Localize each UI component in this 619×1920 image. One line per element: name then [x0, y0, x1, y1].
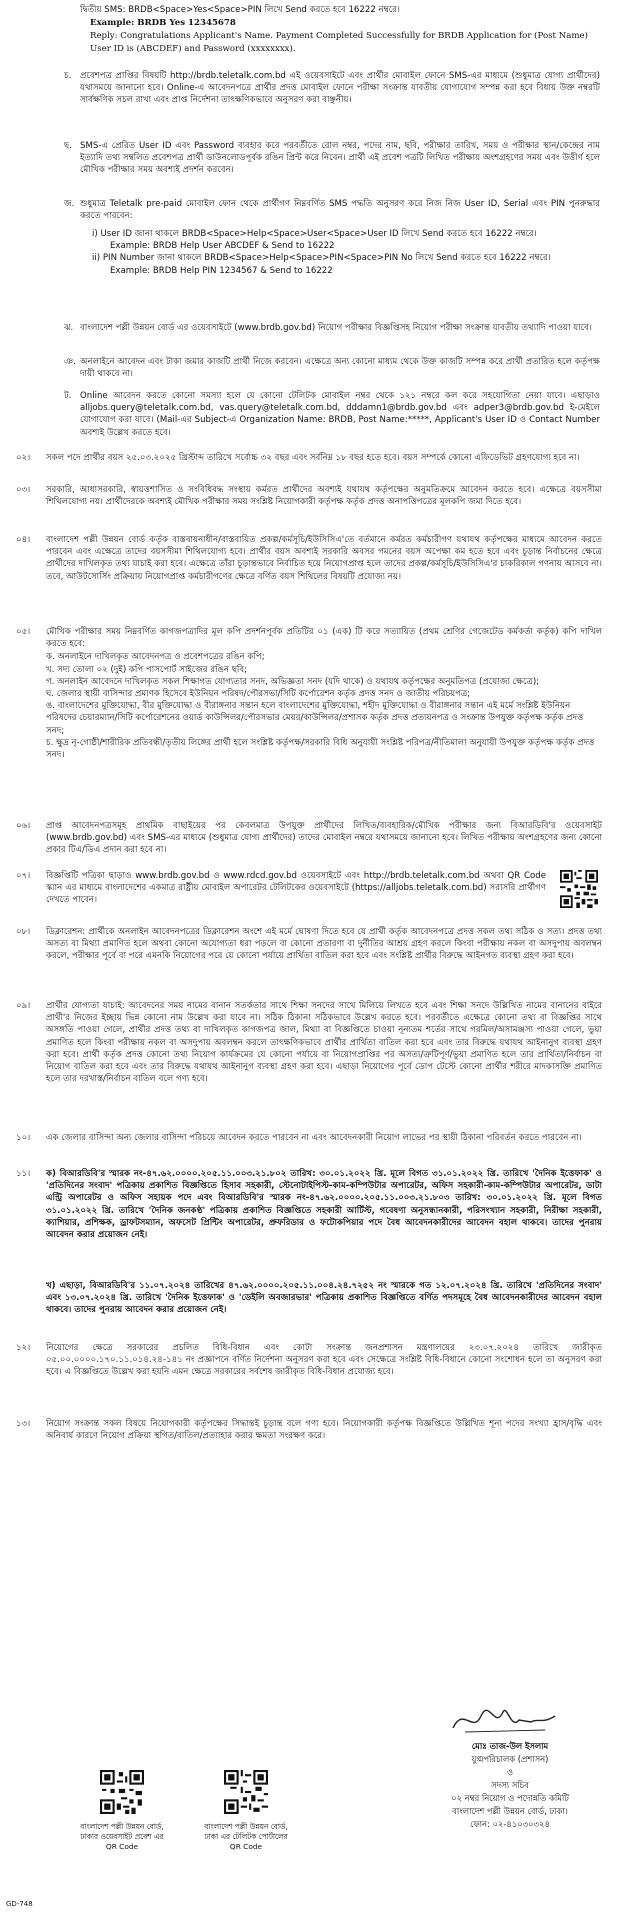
section-04: ০৪। বাংলাদেশ পল্লী উন্নয়ন বোর্ড কর্তৃক বাস্তবায়নাধীন/বাস্তবায়িত প্রকল্প/কর্মসূচি/ইউসিসিএ'তে বর্তমানে কর্মরত কর্মচারীগণ যথাযথ কর্তৃপক্ষের মাধ্যমে আবেদন করতে পারবেন এবং এক্ষেত্রে তাদের বয়সসীমা শিথিলযোগ্য হবে। প্রার্থীর বয়স অবশ্যই সরকারি অবসর গমনের বয়স অপেক্ষা কম হতে হবে এবং চূড়ান্ত নির্বাচনের ক্ষেত্রে প্রার্থীদের দাখিলকৃত তথ্য যাচাই করা হবে। এক্ষেত্রে তাঁরা চূড়ান্তভাবে নির্বাচিত হয়ে নিয়োগপ্রাপ্ত হলে তাদের প্রকল্প/কর্মসূচি/ইউসিসিএ'র চাকরিকাল গণনায় আসবে না। তবে, আউটসোর্সিং প্রক্রিয়ায় নিয়োগপ্রাপ্ত কর্মচারীগণের ক্ষেত্রে বর্ণিত বয়স শিথিলের বিষয়টি প্রযোজ্য নয়।	[16, 535, 602, 582]
recovery-pin: ii) PIN Number জানা থাকলে BRDB<Space>Help<Space>PIN<Space>PIN No লিখে Send করতে হবে 16222 নম্বরে।	[92, 253, 551, 264]
section-13: ১৩। নিয়োগ সংক্রান্ত সকল বিষয়ে নিয়োগকারী কর্তৃপক্ষের সিদ্ধান্তই চূড়ান্ত বলে গণ্য হবে। নিয়োগকারী কর্তৃপক্ষ বিজ্ঞপ্তিতে উল্লিখিত শূন্য পদের সংখ্যা হ্রাস/বৃদ্ধি এবং অনিবার্য কারণে নিয়োগ প্রক্রিয়া স্থগিত/বাতিল/প্রত্যাহার করার ক্ষমতা সংরক্ষণ করে।	[16, 1419, 602, 1442]
qr-caption-right: বাংলাদেশ পল্লী উন্নয়ন বোর্ড, ঢাকা এর টেলিটক পোর্টালের QR Code	[204, 1822, 288, 1851]
item-ja: জ. শুধুমাত্র Teletalk pre-paid মোবাইল ফোন থেকে প্রার্থীগণ নিম্নবর্ণিত SMS পদ্ধতি অনুসরণ করে নিজ নিজ User ID, Serial এবং PIN পুনরুদ্ধার করতে পারবেন:	[64, 199, 600, 222]
qr-code-icon	[224, 1770, 268, 1814]
section-12: ১২। নিয়োগের ক্ষেত্রে সরকারের প্রচলিত বিধি-বিধান এবং কোটা সংক্রান্ত জনপ্রশাসন মন্ত্রণালয়ের ২৩.০৭.২০২৪ তারিখে জারীকৃত ০৫.০০.০০০০.১৭০.১১.০১৪.২৪-১৪১ নং প্রজ্ঞাপনে বর্ণিত নির্দেশনা অনুসরণ করা হবে এবং সেক্ষেত্রে সংশ্লিষ্ট বিধি-বিধানে কোনো সংশোধন হলে তা অনুসরণ করা হবে। এ বিজ্ঞপ্তিতে উল্লেখ করা হয়নি এমন ক্ষেত্রে সরকারের সর্বশেষ জারীকৃত বিধি-বিধান প্রযোজ্য হবে।	[16, 1343, 602, 1378]
sms-example: Example: BRDB Yes 12345678	[90, 18, 236, 29]
signatory-title: যুগ্মপরিচালক (প্রশাসন)	[471, 1754, 549, 1765]
section-09: ০৯। প্রার্থীর যোগ্যতা যাচাই: আবেদনের সময় নামের বানান সতর্কতার সাথে শিক্ষা সনদের সাথে মিলিয়ে লিখতে হবে এবং শিক্ষা সনদে উল্লিখিত নামের বানানের বাইরে প্রার্থী'র নিজের ইচ্ছায় ভিন্ন কোনো নাম উল্লেখ করা যাবে না। সঠিক ঠিকানা সঠিকভাবে উল্লেখ করতে হবে। পরবর্তীতে এক্ষেত্রে কোনো তথ্য বা বিজ্ঞপ্তির সাথে অসঙ্গতি পাওয়া গেলে, প্রার্থীর প্রদত্ত তথ্য বা দাখিলকৃত কাগজপত্র জাল, মিথ্যা বা বিজ্ঞপ্তিতে চাওয়া নূন্যতম শর্তের সাথে গরমিল/অসামঞ্জস্য পাওয়া গেলে, ভুয়া প্রমাণিত হলে কিংবা পরীক্ষায় নকল বা অসদুপায় অবলম্বন করলে তাৎক্ষণিকভাবে প্রার্থীর প্রার্থিতা বাতিল করা হবে এবং তার বিরুদ্ধে যথাযথ আইনানুগ ব্যবস্থা গ্রহণ করা হবে। প্রার্থী কর্তৃক প্রদত্ত কোনো তথ্য নিয়োগ কার্যক্রমের যে কোনো পর্যায়ে বা নিয়োগপ্রাপ্তির পর অসত্য/ত্রুটিপূর্ণ/ভুয়া প্রমাণিত হলে তার প্রার্থিতা/নির্বাচন বা নিয়োগ বাতিল করা হবে এবং তার বিরুদ্ধে যথাযথ আইনানুগ ব্যবস্থা গ্রহণ করা হবে। এছাড়া নিয়োগের পূর্বে ডোপ টেস্টে কোনো প্রার্থীর শরীরে মাদকাসক্তি প্রমাণিত হলে তার দরখাস্ত/নির্বাচন বাতিল বলে গণ্য হবে।	[16, 1001, 602, 1085]
sms-reply: Reply: Congratulations Applicant's Name. Payment Completed Successfully for BRDB Application for (Post Name) User ID is (ABCDEF) and Password (xxxxxxxx).	[90, 31, 588, 54]
item-chha: ছ. SMS-এ প্রেরিত User ID এবং Password ব্যবহার করে পরবর্তীতে রোল নম্বর, পদের নাম, ছবি, পরীক্ষার তারিখ, সময় ও পরীক্ষার স্থান/কেন্দ্রের নাম ইত্যাদি তথ্য সম্বলিত প্রবেশপত্র প্রার্থী ডাউনলোডপূর্বক রঙিন প্রিন্ট করে নিবেন। প্রার্থী এই প্রবেশ পত্রটি লিখিত পরীক্ষায় অংশগ্রহণের সময় এবং উত্তীর্ণ হলে মৌখিক পরীক্ষার সময় অবশ্যই প্রদর্শন করবেন।	[64, 141, 600, 176]
recovery-user-id: i) User ID জানা থাকলে BRDB<Space>Help<Space>User<Space>User ID লিখে Send করতে হবে 16222 নম্বরে।	[92, 229, 537, 239]
sms-payment-block	[80, 4, 600, 56]
footer-code: GD-748	[6, 1900, 33, 1908]
section-08: ০৮। ডিক্লারেশন: প্রার্থীকে অনলাইন আবেদনপত্রের ডিক্লারেশন অংশে এই মর্মে ঘোষণা দিতে হবে যে প্রার্থী কর্তৃক আবেদনপত্রে প্রদত্ত সকল তথ্য সঠিক ও সত্য। প্রদত্ত তথ্য অসত্য বা মিথ্যা প্রমাণিত হলে অথবা কোনো অযোগ্যতা ধরা পড়লে বা কোনো প্রতারণা বা দুর্নীতির আশ্রয় গ্রহণ করলে কিংবা পরীক্ষায় নকল বা অসদুপায় অবলম্বন করলে, পরীক্ষার পূর্বে বা পরে এমনকি নিয়োগের পরে যে কোনো পর্যায়ে প্রার্থিতা বাতিল করা হবে এবং সংশ্লিষ্ট প্রার্থীর বিরুদ্ধে আইনগত ব্যবস্থা গ্রহণ করা হবে।	[16, 927, 602, 962]
item-cha: চ. প্রবেশপত্র প্রাপ্তির বিষয়টি http://brdb.teletalk.com.bd এই ওয়েবসাইটে এবং প্রার্থীর মোবাইল ফোনে SMS-এর মাধ্যমে (শুধুমাত্র যোগ্য প্রার্থীদের) যথাসময়ে জানানো হবে। Online-এ আবেদনপত্রে প্রার্থীর প্রদত্ত মোবাইল ফোনে পরীক্ষা সংক্রান্ত যাবতীয় যোগাযোগ সম্পন্ন করা হবে বিধায় উক্ত নম্বরটি সার্বক্ষণিক সচল রাখা এবং প্রাপ্ত নির্দেশনা তাৎক্ষণিকভাবে অনুসরণ করা বাঞ্ছনীয়।	[64, 71, 600, 106]
second-sms-text: দ্বিতীয় SMS: BRDB<Space>Yes<Space>PIN লিখে Send করতে হবে 16222 নম্বরে।	[80, 5, 400, 15]
item-jha: ঝ. বাংলাদেশ পল্লী উন্নয়ন বোর্ড এর ওয়েবসাইটে (www.brdb.gov.bd) নিয়োগ পরীক্ষার বিজ্ঞপ্তিসহ নিয়োগ পরীক্ষা সংক্রান্ত যাবতীয় তথ্যাদি পাওয়া যাবে।	[64, 323, 592, 333]
doc-item: ক. অনলাইনে দাখিলকৃত আবেদনপত্র ও প্রবেশপত্রের রঙিন কপি;	[46, 652, 265, 663]
signatory-org: বাংলাদেশ পল্লী উন্নয়ন বোর্ড, ঢাকা।	[452, 1806, 568, 1817]
section-02: ০২। সকল পদে প্রার্থীর বয়স ২৫.০৩.২০২৫ খ্রিস্টাব্দ তারিখে সর্বোচ্চ ৩২ বছর এবং সর্বনিম্ন ১৮ বছর হতে হবে। বয়স সম্পর্কে কোনো এফিডেভিট গ্রহণযোগ্য হবে না।	[16, 453, 580, 463]
qr-code-teletalk[interactable]	[560, 870, 598, 908]
signatory-committee: ০২ নম্বর নিয়োগ ও পদোন্নতি কমিটি	[451, 1793, 569, 1804]
qr-code-icon	[100, 1770, 144, 1814]
signatory-phone: ফোন: ০২-৪১০৩০৩২৪	[470, 1819, 550, 1830]
signatory-name: মোঃ তাজ-উল ইসলাম	[471, 1741, 549, 1751]
section-06: ০৬। প্রাপ্ত আবেদনপত্রসমূহ প্রাথমিক বাছাইয়ের পর কেবলমাত্র উপযুক্ত প্রার্থীদের লিখিত/ব্যবহারিক/মৌখিক পরীক্ষার জন্য বিআরডিবি'র ওয়েবসাইট (www.brdb.gov.bd) এবং SMS-এর মাধ্যমে (শুধুমাত্র যোগ্য প্রার্থীদের) তাদের মোবাইল নম্বরে যথাসময়ে জানানো হবে। লিখিত পরীক্ষায় অংশগ্রহণের জন্য কোনো প্রকার টিএ/ডিএ প্রদান করা হবে না।	[16, 821, 602, 856]
qr-code-brdb-website[interactable]	[100, 1770, 144, 1814]
section-11a: ১১। ক) বিআরডিবি'র স্মারক নং-৪৭.৬২.০০০০.২০৫.১১.০০৩.২১.৮০২ তারিখ: ৩০.০১.২০২২ খ্রি. মূলে বিগত ৩১.০১.২০২২ খ্রি. তারিখে 'দৈনিক ইত্তেফাক' ও 'প্রতিদিনের সংবাদ' পত্রিকায় প্রকাশিত বিজ্ঞপ্তিতে হিসাব সহকারী, স্টেনোটাইপিস্ট-কাম-কম্পিউটার অপারেটর, অফিস সহকারী-কাম-কম্পিউটার অপারেটর, ডাটা এন্ট্রি অপারেটর ও অফিস সহায়ক পদে এবং বিআরডিবি'র স্মারক নং-৪৭.৬২.০০০০.২০৫.১১.০০৩.২১.৮০৩ তারিখ: ৩০.০১.২০২২ খ্রি. মূলে বিগত ৩১.০১.২০২২ খ্রি. তারিখে 'দৈনিক জনকণ্ঠ' পত্রিকায় প্রকাশিত বিজ্ঞপ্তিতে সহকারী আর্টিস্ট, গবেষণা অনুসন্ধানকারী, পরিসংখ্যান সহকারী, নিরীক্ষা সহকারী, ক্যাশিয়ার, প্রশিক্ষক, ড্রাফটসম্যান, অফসেট প্রিন্টিং অপারেটর, প্রুফরিডার ও ফটোকপিয়ার পদে বৈধ আবেদনকারীদের আবেদন বহাল থাকবে। তাদের পুনরায় আবেদন করার প্রয়োজন নেই।	[16, 1169, 602, 1241]
qr-code-icon	[560, 870, 598, 908]
recovery-pin-example: Example: BRDB Help PIN 1234567 & Send to 16222	[110, 265, 333, 276]
doc-item: ঙ. বাংলাদেশের মুক্তিযোদ্ধা, বীর মুক্তিযোদ্ধা ও বীরাঙ্গনার সন্তান হলে বাংলাদেশের মুক্তিযোদ্ধা, শহীদ মুক্তিযোদ্ধা ও বীরাঙ্গনার সন্তান এই মর্মে সংশ্লিষ্ট ইউনিয়ন পরিষদের চেয়ারম্যান/সিটি কর্পোরেশনের ওয়ার্ড কাউন্সিলর/পৌরসভার মেয়র/কাউন্সিলর/প্রশাসক কর্তৃক প্রদত্ত প্রত্যয়নপত্র ও সংক্রান্ত উপযুক্ত কর্তৃপক্ষ কর্তৃক প্রদত্ত সনদ;	[46, 701, 584, 736]
signatory-role: সদস্য সচিব	[491, 1780, 529, 1791]
doc-item: ঘ. জেলার স্থায়ী বাসিন্দার প্রমাণক হিসেবে ইউনিয়ন পরিষদ/পৌরসভা/সিটি কর্পোরেশন কর্তৃক প্রদত্ত সনদ ও জাতীয় পরিচয়পত্র;	[46, 689, 471, 700]
section-11b: খ) এছাড়া, বিআরডিবি'র ১১.০৭.২০২৪ তারিখের ৪৭.৬২.০০০০.২০৫.১১.০০৪.২৪.৭২৫২ নং স্মারকে গত ১২.০৭.২০২৪ খ্রি. তারিখে 'প্রতিদিনের সংবাদ' এবং ১৩.০৭.২০২৪ খ্রি. তারিখে 'দৈনিক ইত্তেফাক' ও 'ডেইলি অবজারভার' পত্রিকায় প্রকাশিত বিজ্ঞপ্তিতে বর্ণিত পদসমূহে বৈধ আবেদনকারীদের আবেদন বহাল থাকবে। তাদের পুনরায় আবেদন করার প্রয়োজন নেই।	[46, 1281, 602, 1316]
recovery-user-example: Example: BRDB Help User ABCDEF & Send to 16222	[110, 241, 335, 252]
documents-list	[46, 651, 602, 761]
signatory-and: ও	[506, 1767, 514, 1778]
section-03: ০৩। সরকারি, আধাসরকারি, স্বায়ত্তশাসিত ও সংবিধিবদ্ধ সংস্থায় কর্মরত প্রার্থীদের অবশ্যই যথাযথ কর্তৃপক্ষের অনুমতিক্রমে আবেদন করতে হবে। এক্ষেত্রে বয়সসীমা শিথিলযোগ্য নয়। প্রার্থীদেরকে অবশ্যই মৌখিক পরীক্ষার সময় সংশ্লিষ্ট নিয়োগকারী কর্তৃপক্ষ কর্তৃক প্রদত্ত অনাপত্তিপত্রের মূলকপি জমা দিতে হবে।	[16, 485, 602, 508]
doc-item: খ. সদ্য তোলা ০২ (দুই) কপি পাসপোর্ট সাইজের রঙিন ছবি;	[46, 664, 248, 675]
qr-code-teletalk-portal[interactable]	[224, 1770, 268, 1814]
section-07: ০৭। বিজ্ঞপ্তিটি পত্রিকা ছাড়াও www.brdb.gov.bd ও www.rdcd.gov.bd ওয়েবসাইটে এবং http://brdb.teletalk.com.bd অথবা QR Code স্ক্যান এর মাধ্যমে বাংলাদেশের একমাত্র রাষ্ট্রীয় মোবাইল অপারেটর টেলিটকের ওয়েবসাইটে (https://alljobs.teletalk.com.bd) সরাসরি প্রার্থীগণ দেখতে পাবেন।	[16, 871, 546, 906]
signatory-block	[420, 1740, 600, 1831]
item-nya: ঞ. অনলাইনে আবেদন এবং টাকা জমার কাজটি প্রার্থী নিজে করবেন। এক্ষেত্রে অন্য কোনো মাধ্যম থেকে উক্ত কাজটি সম্পন্ন করে প্রার্থী প্রতারিত হলে কর্তৃপক্ষ দায়ী থাকবে না।	[64, 357, 600, 380]
doc-item: চ. ক্ষুদ্র নৃ-গোষ্ঠী/শারীরিক প্রতিবন্ধী/তৃতীয় লিঙ্গের প্রার্থী হলে সংশ্লিষ্ট কর্তৃপক্ষ/সরকারি বিধি অনুযায়ী সংশ্লিষ্ট পরিপত্র/নীতিমালা অনুযায়ী উপযুক্ত কর্তৃপক্ষ কর্তৃক প্রদত্ত সনদ।	[46, 737, 595, 761]
sms-recovery-list	[92, 228, 600, 277]
doc-item: গ. অনলাইন আবেদনে দাখিলকৃত সকল শিক্ষাগত যোগ্যতার সনদ, অভিজ্ঞতা সনদ (যদি থাকে) ও যথাযথ কর্তৃপক্ষের অনুমতিপত্র (প্রযোজ্য ক্ষেত্রে);	[46, 676, 540, 687]
item-ta: ট. Online আবেদন করতে কোনো সমস্যা হলে যে কোনো টেলিটক মোবাইল নম্বর থেকে ১২১ নম্বরে কল করে সহযোগিতা নেয়া যাবে। এছাড়াও alljobs.query@teletalk.com.bd, vas.query@teletalk.com.bd, dddamn1@brdb.gov.bd এবং adper3@brdb.gov.bd ই-মেইলে যোগাযোগ করা যাবে। (Mail-এর Subject-এ Organization Name: BRDB, Post Name:*****, Applicant's User ID ও Contact Number অবশ্যই উল্লেখ করতে হবে।	[64, 391, 600, 438]
section-10: ১০। এক জেলার বাসিন্দা অন্য জেলার বাসিন্দা পরিচয়ে আবেদন করতে পারবেন না এবং আবেদনকারী নিয়োগ লাভের পর স্থায়ী ঠিকানা পরিবর্তন করতে পারবেন না।	[16, 1133, 582, 1143]
signature-image	[445, 1700, 565, 1740]
section-05: ০৫। মৌখিক পরীক্ষার সময় নিম্নবর্ণিত কাগজপত্রাদির মূল কপি প্রদর্শনপূর্বক প্রতিটির ০১ (এক) টি করে সত্যায়িত (প্রথম শ্রেণির গেজেটেড কর্মকর্তা কর্তৃক) কপি দাখিল করতে হবে: ক. অনলাইনে দাখিলকৃত আবেদনপত্র ও প্রবেশপত্রের রঙিন কপি; খ. সদ্য তোলা ০২ (দুই) কপি পাসপোর্ট সাইজের রঙিন ছবি; গ. অনলাইন আবেদনে দাখিলকৃত সকল শিক্ষাগত যোগ্যতার সনদ, অভিজ্ঞতা সনদ (যদি থাকে) ও যথাযথ কর্তৃপক্ষের অনুমতিপত্র (প্রযোজ্য ক্ষেত্রে); ঘ. জেলার স্থায়ী বাসিন্দার প্রমাণক হিসেবে ইউনিয়ন পরিষদ/পৌরসভা/সিটি কর্পোরেশন কর্তৃক প্রদত্ত সনদ ও জাতীয় পরিচয়পত্র; ঙ. বাংলাদেশের মুক্তিযোদ্ধা, বীর মুক্তিযোদ্ধা ও বীরাঙ্গনার সন্তান হলে বাংলাদেশের মুক্তিযোদ্ধা, শহীদ মুক্তিযোদ্ধা ও বীরাঙ্গনার সন্তান এই মর্মে সংশ্লিষ্ট ইউনিয়ন পরিষদের চেয়ারম্যান/সিটি কর্পোরেশনের ওয়ার্ড কাউন্সিলর/পৌরসভার মেয়র/কাউন্সিলর/প্রশাসক কর্তৃক প্রদত্ত প্রত্যয়নপত্র ও সংক্রান্ত উপযুক্ত কর্তৃপক্ষ কর্তৃক প্রদত্ত সনদ; চ. ক্ষুদ্র নৃ-গোষ্ঠী/শারীরিক প্রতিবন্ধী/তৃতীয় লিঙ্গের প্রার্থী হলে সংশ্লিষ্ট কর্তৃপক্ষ/সরকারি বিধি অনুযায়ী সংশ্লিষ্ট পরিপত্র/নীতিমালা অনুযায়ী উপযুক্ত কর্তৃপক্ষ কর্তৃক প্রদত্ত সনদ।	[16, 627, 602, 761]
qr-caption-left: বাংলাদেশ পল্লী উন্নয়ন বোর্ড, ঢাকার ওয়েবসাইট প্রবেশ এর QR Code	[80, 1822, 164, 1851]
